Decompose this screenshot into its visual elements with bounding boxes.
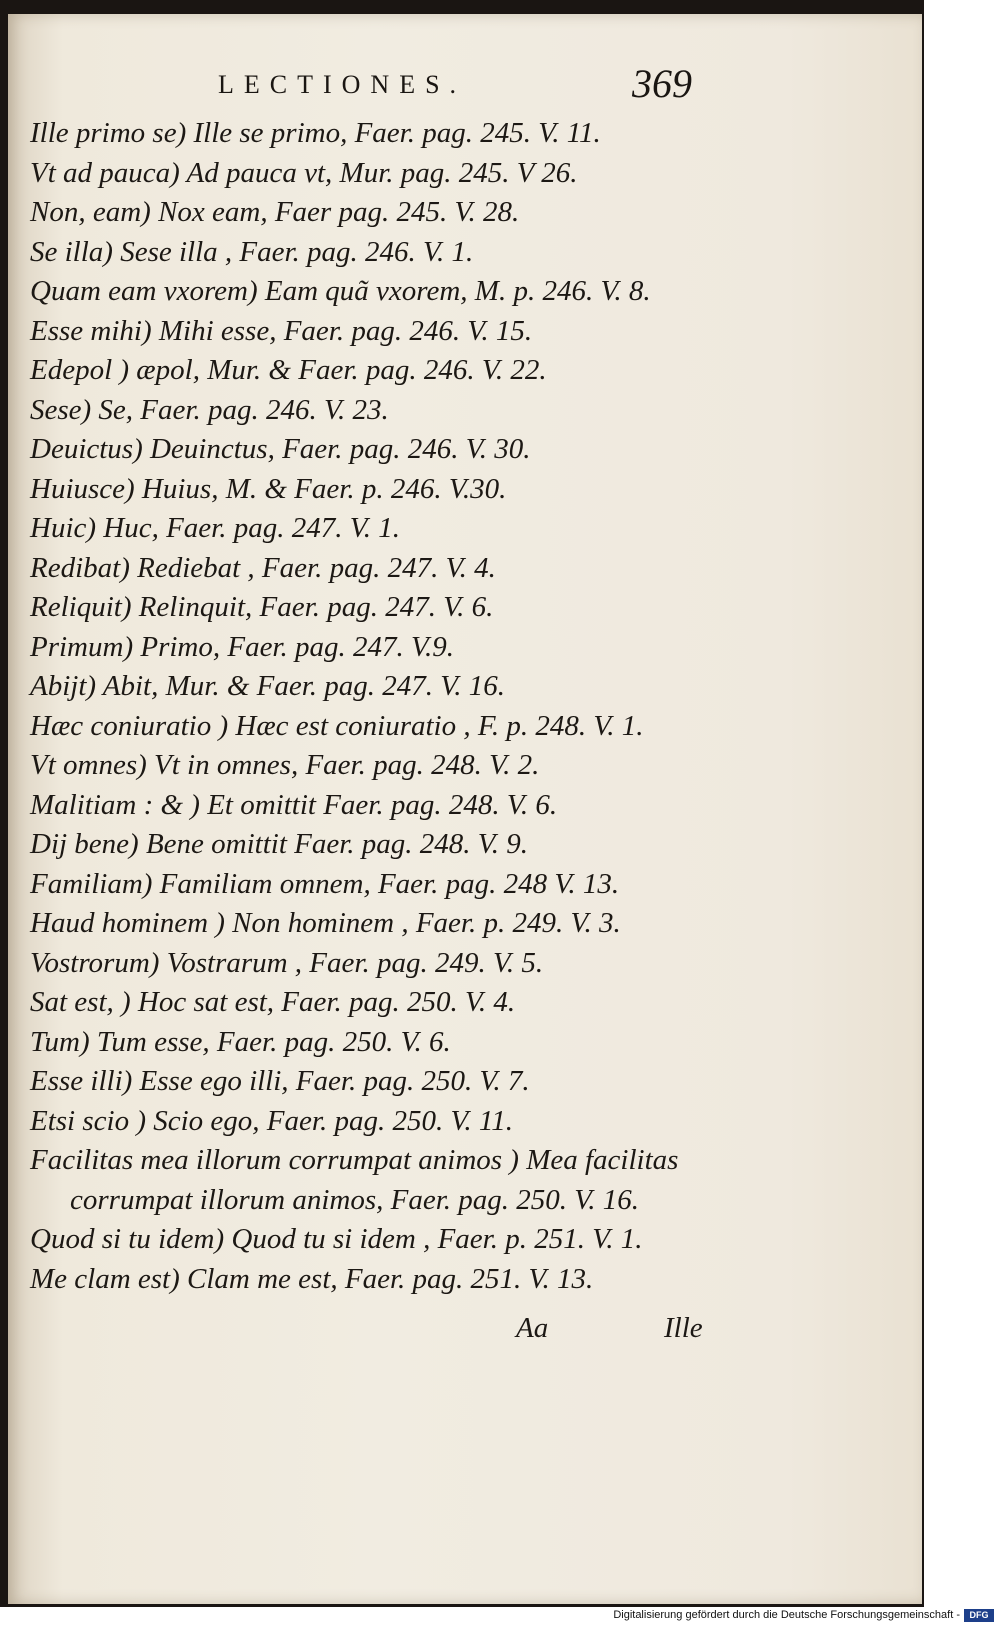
- lectiones-list: [30, 114, 910, 1299]
- lectio-entry: Redibat) Rediebat , Faer. pag. 247. V. 4.: [30, 551, 496, 584]
- lectio-entry: Sese) Se, Faer. pag. 246. V. 23.: [30, 393, 389, 426]
- lectio-entry: Esse mihi) Mihi esse, Faer. pag. 246. V. 15.: [30, 314, 533, 347]
- lectio-entry: Non, eam) Nox eam, Faer pag. 245. V. 28.: [30, 196, 520, 228]
- lectio-entry: Malitiam : & ) Et omittit Faer. pag. 248. V. 6.: [30, 788, 558, 821]
- lectio-entry: Edepol ) æpol, Mur. & Faer. pag. 246. V. 22.: [30, 354, 547, 386]
- lectio-entry: Primum) Primo, Faer. pag. 247. V.9.: [30, 630, 454, 663]
- book-page: [8, 14, 922, 1604]
- lectio-entry: Tum) Tum esse, Faer. pag. 250. V. 6.: [30, 1025, 451, 1058]
- page-number: 369: [632, 61, 692, 106]
- lectio-entry: Vt ad pauca) Ad pauca vt, Mur. pag. 245. V 26.: [30, 156, 578, 189]
- lectio-entry: Deuictus) Deuinctus, Faer. pag. 246. V. 30.: [30, 433, 531, 465]
- lectio-entry: Abijt) Abit, Mur. & Faer. pag. 247. V. 16.: [30, 670, 506, 702]
- lectio-entry: Ille primo se) Ille se primo, Faer. pag. 245. V. 11.: [30, 117, 601, 149]
- lectio-entry: Facilitas mea illorum corrumpat animos ) Mea facilitas: [30, 1144, 679, 1176]
- lectio-entry: Haud hominem ) Non hominem , Faer. p. 249. V. 3.: [30, 907, 621, 939]
- lectio-entry: Quam eam vxorem) Eam quã vxorem, M. p. 246. V. 8.: [30, 275, 651, 307]
- lectio-entry: Vostrorum) Vostrarum , Faer. pag. 249. V. 5.: [30, 946, 544, 979]
- lectio-entry: Familiam) Familiam omnem, Faer. pag. 248 V. 13.: [30, 867, 620, 900]
- lectio-entry-continuation: corrumpat illorum animos, Faer. pag. 250. V. 16.: [70, 1183, 640, 1216]
- funding-credit: Digitalisierung gefördert durch die Deutsche Forschungsgemeinschaft -: [613, 1609, 960, 1621]
- catchword: Ille: [664, 1312, 703, 1344]
- digitization-footer: [0, 1607, 1000, 1625]
- lectio-entry: Vt omnes) Vt in omnes, Faer. pag. 248. V. 2.: [30, 749, 540, 781]
- running-head: LECTIONES.: [218, 70, 467, 99]
- lectio-entry: Dij bene) Bene omittit Faer. pag. 248. V. 9.: [30, 828, 529, 860]
- lectio-entry: Etsi scio ) Scio ego, Faer. pag. 250. V. 11.: [30, 1104, 514, 1137]
- lectio-entry: Quod si tu idem) Quod tu si idem , Faer. p. 251. V. 1.: [30, 1223, 643, 1255]
- lectio-entry: Huic) Huc, Faer. pag. 247. V. 1.: [30, 512, 400, 544]
- lectio-entry: Esse illi) Esse ego illi, Faer. pag. 250. V. 7.: [30, 1065, 530, 1097]
- lectio-entry: Me clam est) Clam me est, Faer. pag. 251. V. 13.: [30, 1262, 594, 1295]
- lectio-entry: Reliquit) Relinquit, Faer. pag. 247. V. 6.: [30, 591, 494, 623]
- signature-mark: Aa: [516, 1312, 549, 1344]
- lectio-entry: Huiusce) Huius, M. & Faer. p. 246. V.30.: [30, 472, 507, 505]
- dfg-logo-icon: DFG: [964, 1609, 994, 1622]
- lectio-entry: Hæc coniuratio ) Hæc est coniuratio , F. p. 248. V. 1.: [30, 709, 644, 742]
- lectio-entry: Se illa) Sese illa , Faer. pag. 246. V. 1.: [30, 235, 474, 268]
- lectio-entry: Sat est, ) Hoc sat est, Faer. pag. 250. V. 4.: [30, 986, 516, 1018]
